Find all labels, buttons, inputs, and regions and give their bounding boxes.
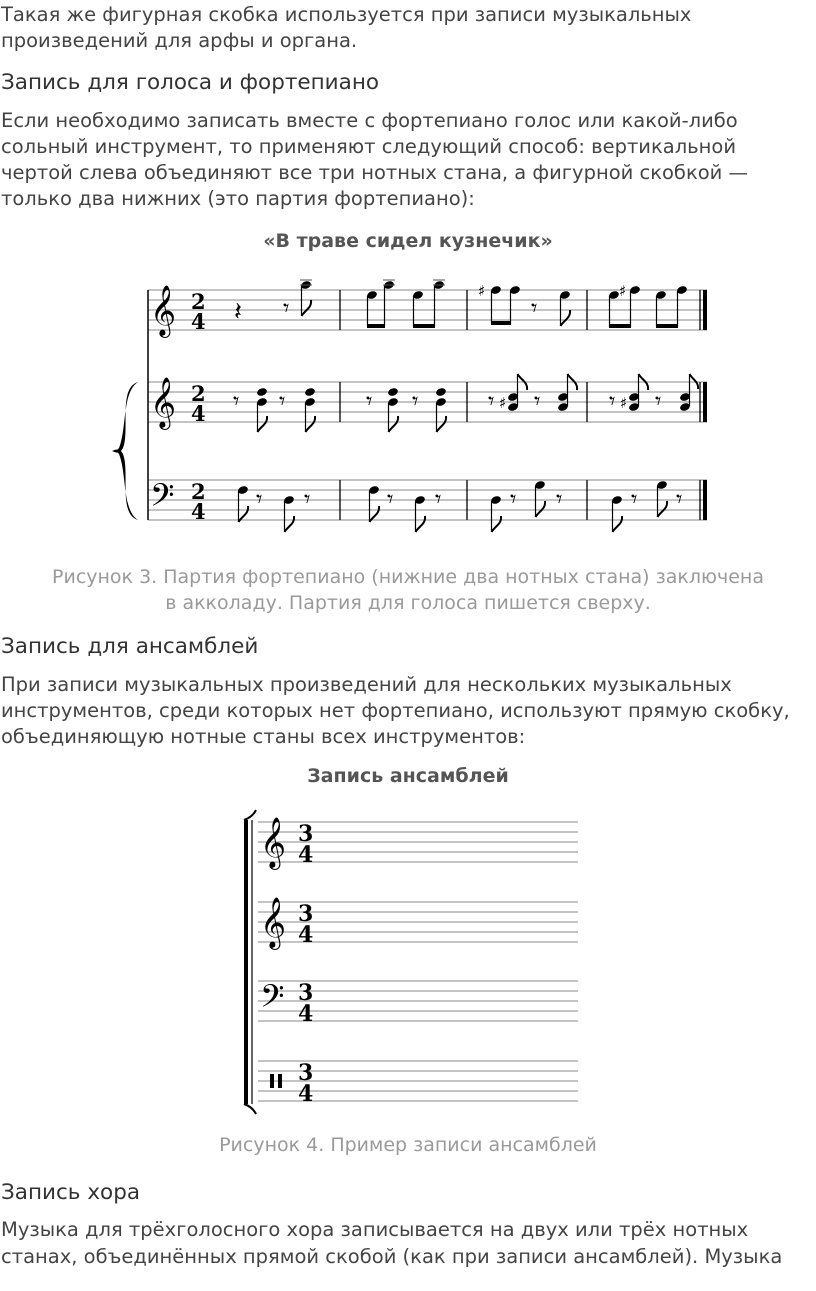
time-signature-bottom: 4 — [191, 309, 206, 334]
bass-clef-icon: 𝄢 — [150, 477, 175, 521]
piano-brace — [112, 382, 138, 520]
ensemble-bracket — [244, 810, 256, 1114]
eighth-rest-icon: 𝄾 — [412, 387, 419, 415]
sharp-icon: ♯ — [619, 282, 627, 300]
note — [368, 485, 380, 522]
section-paragraph-ensembles: При записи музыкальных произведений для нескольких музыкальных инструментов, среди которых нет фортепиано, используют прямую скобку, объединяющую нотные станы всех инструментов: — [1, 673, 790, 748]
time-signature-bottom: 4 — [298, 1081, 314, 1107]
note — [300, 280, 312, 316]
eighth-rest-icon: 𝄾 — [676, 485, 683, 513]
note — [656, 480, 668, 517]
time-signature-top: 2 — [191, 381, 206, 406]
eighth-rest-icon: 𝄾 — [256, 485, 263, 513]
figure-title-grasshopper: «В траве сидел кузнечик» — [263, 230, 553, 252]
score-grasshopper — [0, 270, 816, 535]
piano-right-hand-part — [233, 374, 698, 432]
eighth-rest-icon: 𝄾 — [435, 485, 442, 513]
chord — [679, 374, 698, 412]
eighth-note-pair — [490, 285, 521, 325]
eighth-rest-icon: 𝄾 — [279, 387, 286, 415]
sharp-icon: ♯ — [620, 394, 628, 412]
chord — [256, 387, 268, 432]
eighth-rest-icon: 𝄾 — [233, 387, 240, 415]
figure-title-ensembles: Запись ансамблей — [307, 765, 509, 787]
time-signature-bottom: 4 — [298, 1001, 314, 1027]
section-paragraph-choir: Музыка для трёхголосного хора записывается на двух или трёх нотных станах, объединённых прямой скобой (как при записи ансамблей). Музыка — [1, 1218, 783, 1268]
section-heading-ensembles: Запись для ансамблей — [1, 634, 259, 659]
treble-clef-icon: 𝄞 — [150, 377, 177, 428]
section-heading-choir: Запись хора — [1, 1180, 141, 1205]
treble-clef-icon: 𝄞 — [260, 897, 287, 948]
quarter-rest-icon: 𝄽 — [234, 297, 242, 327]
figure-caption-3-line-1: Рисунок 3. Партия фортепиано (нижние два нотных стана) заключена — [52, 566, 764, 588]
eighth-rest-icon: 𝄾 — [655, 387, 662, 415]
time-signature-top: 3 — [298, 901, 314, 927]
intro-paragraph: Такая же фигурная скобка используется при записи музыкальных произведений для арфы и органа. — [1, 3, 692, 52]
eighth-rest-icon: 𝄾 — [531, 294, 538, 322]
chord — [507, 374, 527, 412]
final-barlines — [703, 290, 707, 520]
eighth-note-pair — [412, 280, 445, 328]
time-signature-top: 2 — [191, 289, 206, 314]
note — [534, 480, 546, 517]
treble-clef-icon: 𝄞 — [260, 817, 287, 868]
eighth-note-pair — [366, 280, 395, 328]
note — [490, 495, 502, 532]
chord — [628, 374, 648, 412]
figure-caption-4: Рисунок 4. Пример записи ансамблей — [219, 1134, 597, 1156]
time-signature-top: 3 — [298, 821, 314, 847]
eighth-rest-icon: 𝄾 — [510, 485, 517, 513]
eighth-rest-icon: 𝄾 — [304, 485, 311, 513]
eighth-rest-icon: 𝄾 — [631, 485, 638, 513]
eighth-rest-icon: 𝄾 — [366, 387, 373, 415]
figure-caption-3-line-2: в акколаду. Партия для голоса пишется сверху. — [165, 592, 651, 614]
staff-piano-left-hand — [148, 480, 707, 520]
note — [237, 485, 249, 522]
time-signature-top: 2 — [191, 479, 206, 504]
chord — [557, 374, 577, 412]
section-paragraph-voice-piano: Если необходимо записать вместе с фортепиано голос или какой-либо сольный инструмент, то применяют следующий способ: вертикальной чертой слева объединяют все три нотных стана, а фигурной скобкой — только два нижних (это партия фортепиано): — [1, 109, 749, 210]
eighth-note-pair — [655, 285, 688, 328]
chord — [387, 387, 399, 432]
time-signature-bottom: 4 — [298, 922, 314, 948]
eighth-rest-icon: 𝄾 — [534, 387, 541, 415]
time-signature-top: 3 — [298, 980, 314, 1006]
eighth-rest-icon: 𝄾 — [387, 485, 394, 513]
eighth-rest-icon: 𝄾 — [283, 294, 290, 322]
treble-clef-icon: 𝄞 — [150, 285, 177, 336]
time-signature-bottom: 4 — [298, 842, 314, 868]
eighth-rest-icon: 𝄾 — [556, 485, 563, 513]
eighth-rest-icon: 𝄾 — [488, 387, 495, 415]
score-ensembles — [0, 810, 816, 1115]
note — [414, 495, 426, 532]
time-signature-bottom: 4 — [191, 401, 206, 426]
note — [559, 290, 571, 326]
chord — [304, 387, 316, 432]
section-heading-voice-piano: Запись для голоса и фортепиано — [1, 70, 380, 95]
sharp-icon: ♯ — [499, 394, 507, 412]
note — [283, 495, 295, 532]
time-signature-top: 3 — [298, 1060, 314, 1086]
note — [611, 495, 623, 532]
time-signature-bottom: 4 — [191, 499, 206, 524]
eighth-rest-icon: 𝄾 — [609, 387, 616, 415]
voice-part — [234, 280, 688, 328]
sharp-icon: ♯ — [478, 282, 486, 300]
chord — [435, 387, 447, 432]
bass-clef-icon: 𝄢 — [260, 978, 285, 1022]
piano-left-hand-part — [237, 480, 682, 532]
